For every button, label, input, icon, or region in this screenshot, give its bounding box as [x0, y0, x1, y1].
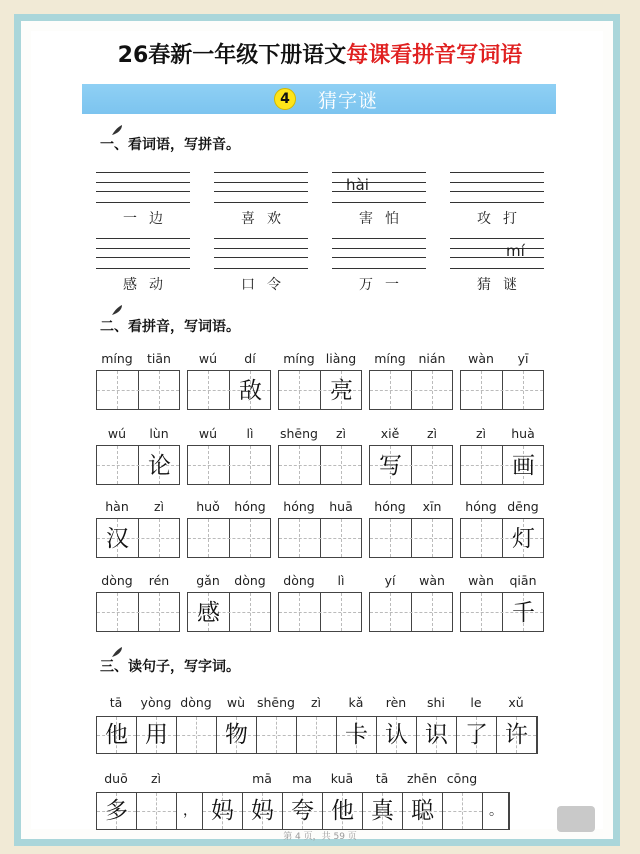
pinyin-label: míng [374, 351, 406, 366]
pinyin-label: zì [150, 771, 162, 786]
pinyin-label: lì [246, 426, 254, 441]
pinyin-label: wàn [419, 573, 445, 588]
pinyin-label: míng [283, 351, 315, 366]
written-char: 千 [512, 600, 535, 626]
tianzige-box[interactable] [96, 592, 180, 632]
tianzige-box[interactable] [187, 518, 271, 558]
pinyin-label: tiān [147, 351, 171, 366]
pinyin-label: dòng [283, 573, 315, 588]
tianzige-box[interactable] [460, 370, 544, 410]
pinyin-label: hóng [283, 499, 315, 514]
char-cell[interactable] [257, 717, 297, 753]
word-label: 喜欢 [241, 211, 293, 227]
tianzige-box[interactable] [96, 445, 180, 485]
written-char: 亮 [330, 378, 353, 404]
tianzige-box[interactable] [369, 445, 453, 485]
pinyin-label: liàng [325, 351, 357, 366]
char-cell[interactable] [177, 717, 217, 753]
pinyin-label: qiān [509, 573, 537, 588]
pinyin-label: hóng [465, 499, 497, 514]
written-char: 认 [385, 722, 408, 748]
pinyin-label: dòng [101, 573, 133, 588]
section2-heading: 二、看拼音，写词语。 [100, 319, 240, 335]
pinyin-label: hàn [105, 499, 129, 514]
pinyin-label: xǔ [508, 695, 524, 710]
word-label: 猜谜 [477, 277, 529, 293]
leaf-icon [110, 304, 124, 316]
pinyin-label: rèn [385, 695, 407, 710]
char-cell[interactable] [297, 717, 337, 753]
pinyin-label: zì [310, 695, 322, 710]
tianzige-box[interactable] [187, 370, 271, 410]
pinyin-label: duō [104, 771, 128, 786]
pinyin-label: shi [427, 695, 445, 710]
pinyin-label: yī [517, 351, 529, 366]
section3-heading: 三、读句子，写字词。 [100, 659, 240, 675]
char-cell[interactable] [497, 717, 537, 753]
pinyin-label: dēng [507, 499, 539, 514]
pinyin-answer: mí [506, 242, 525, 260]
pinyin-box[interactable] [450, 172, 544, 203]
pinyin-label: lùn [149, 426, 169, 441]
tianzige-box[interactable] [278, 370, 362, 410]
tianzige-box[interactable] [278, 518, 362, 558]
pinyin-label: huǒ [196, 499, 220, 514]
pinyin-label: gǎn [196, 573, 220, 588]
pinyin-label: wú [198, 351, 218, 366]
written-char: 灯 [512, 526, 535, 552]
written-char: 写 [379, 453, 402, 479]
pinyin-label: wú [107, 426, 127, 441]
word-label: 攻打 [477, 211, 529, 227]
tianzige-box[interactable] [96, 518, 180, 558]
pinyin-label: ma [292, 771, 312, 786]
word-label: 感动 [123, 277, 175, 293]
pinyin-box[interactable] [332, 238, 426, 269]
char-cell[interactable] [337, 717, 377, 753]
pinyin-box[interactable] [96, 238, 190, 269]
written-char: 汉 [106, 526, 129, 552]
pinyin-label: huà [511, 426, 535, 441]
pinyin-label: zì [475, 426, 487, 441]
pinyin-label: xiě [380, 426, 400, 441]
punctuation-cell[interactable] [177, 793, 203, 829]
written-char: 敌 [239, 378, 262, 404]
pinyin-label: wù [226, 695, 246, 710]
pinyin-label: tā [109, 695, 123, 710]
pinyin-box[interactable] [332, 172, 426, 203]
lesson-number-badge: 4 [274, 88, 296, 110]
pinyin-label: cōng [446, 771, 478, 786]
word-label: 害怕 [359, 211, 411, 227]
word-label: 口令 [241, 277, 293, 293]
tianzige-box[interactable] [278, 445, 362, 485]
char-cell[interactable] [203, 793, 243, 829]
tianzige-box[interactable] [369, 592, 453, 632]
written-char: 卡 [345, 722, 368, 748]
word-label: 万一 [359, 277, 411, 293]
pinyin-label: tā [375, 771, 389, 786]
written-char: ， [183, 803, 197, 819]
written-char: 识 [425, 722, 448, 748]
written-char: 多 [105, 798, 128, 824]
pinyin-label: zì [335, 426, 347, 441]
tianzige-box[interactable] [369, 518, 453, 558]
written-char: 他 [331, 798, 354, 824]
tianzige-box[interactable] [187, 592, 271, 632]
written-char: 许 [505, 722, 528, 748]
tianzige-box[interactable] [460, 445, 544, 485]
page-footer: 第 4 页，共 59 页 [283, 832, 357, 842]
pinyin-label: shēng [280, 426, 318, 441]
pinyin-box[interactable] [96, 172, 190, 203]
tianzige-box[interactable] [278, 592, 362, 632]
written-char: 论 [148, 453, 171, 479]
pinyin-label: wàn [468, 573, 494, 588]
pinyin-label: hóng [374, 499, 406, 514]
written-char: 真 [371, 798, 394, 824]
tianzige-box[interactable] [96, 370, 180, 410]
tianzige-box[interactable] [369, 370, 453, 410]
char-cell[interactable] [283, 793, 323, 829]
pinyin-label: dí [244, 351, 256, 366]
pinyin-box[interactable] [214, 172, 308, 203]
pinyin-label: lì [337, 573, 345, 588]
written-char: 聪 [411, 798, 434, 824]
char-cell[interactable] [243, 793, 283, 829]
pinyin-label: huā [329, 499, 353, 514]
written-char: 妈 [211, 798, 234, 824]
pinyin-answer: hài [346, 176, 369, 194]
pinyin-box[interactable] [450, 238, 544, 269]
written-char: 夸 [291, 798, 314, 824]
page-title: 26春新一年级下册语文每课看拼音写词语 [117, 43, 523, 68]
pinyin-label: shēng [257, 695, 295, 710]
char-cell[interactable] [457, 717, 497, 753]
pinyin-label: yí [384, 573, 396, 588]
pinyin-label: yòng [140, 695, 172, 710]
sentence-grid[interactable] [96, 792, 510, 830]
char-cell[interactable] [97, 717, 137, 753]
word-label: 一边 [123, 211, 175, 227]
pinyin-label: zhēn [406, 771, 438, 786]
written-char: 画 [512, 453, 535, 479]
pinyin-label: mā [252, 771, 272, 786]
char-cell[interactable] [417, 717, 457, 753]
lesson-title: 猜字谜 [318, 90, 379, 112]
pinyin-label: wàn [468, 351, 494, 366]
pinyin-label: dòng [180, 695, 212, 710]
char-cell[interactable] [137, 717, 177, 753]
written-char: 物 [225, 722, 248, 748]
written-char: 感 [197, 600, 220, 626]
char-cell[interactable] [403, 793, 443, 829]
char-cell[interactable] [217, 717, 257, 753]
char-cell[interactable] [97, 793, 137, 829]
char-cell[interactable] [137, 793, 177, 829]
punctuation-cell[interactable] [483, 793, 509, 829]
tianzige-box[interactable] [460, 592, 544, 632]
char-cell[interactable] [377, 717, 417, 753]
pinyin-label: zì [426, 426, 438, 441]
pinyin-box[interactable] [214, 238, 308, 269]
written-char: 妈 [251, 798, 274, 824]
pinyin-label: míng [101, 351, 133, 366]
pinyin-label: le [470, 695, 482, 710]
pinyin-label: hóng [234, 499, 266, 514]
pinyin-label: zì [153, 499, 165, 514]
char-cell[interactable] [443, 793, 483, 829]
written-char: 。 [489, 803, 503, 819]
tianzige-box[interactable] [460, 518, 544, 558]
written-char: 了 [465, 722, 488, 748]
section1-heading: 一、看词语，写拼音。 [100, 137, 240, 153]
pinyin-label: nián [418, 351, 446, 366]
written-char: 他 [105, 722, 128, 748]
tianzige-box[interactable] [187, 445, 271, 485]
pinyin-label: kǎ [348, 695, 364, 710]
pinyin-label: xīn [422, 499, 442, 514]
pinyin-label: wú [198, 426, 218, 441]
char-cell[interactable] [363, 793, 403, 829]
pinyin-label: kuā [330, 771, 354, 786]
written-char: 用 [145, 722, 168, 748]
pinyin-label: rén [148, 573, 170, 588]
sentence-grid[interactable] [96, 716, 538, 754]
pinyin-label: dòng [234, 573, 266, 588]
char-cell[interactable] [323, 793, 363, 829]
